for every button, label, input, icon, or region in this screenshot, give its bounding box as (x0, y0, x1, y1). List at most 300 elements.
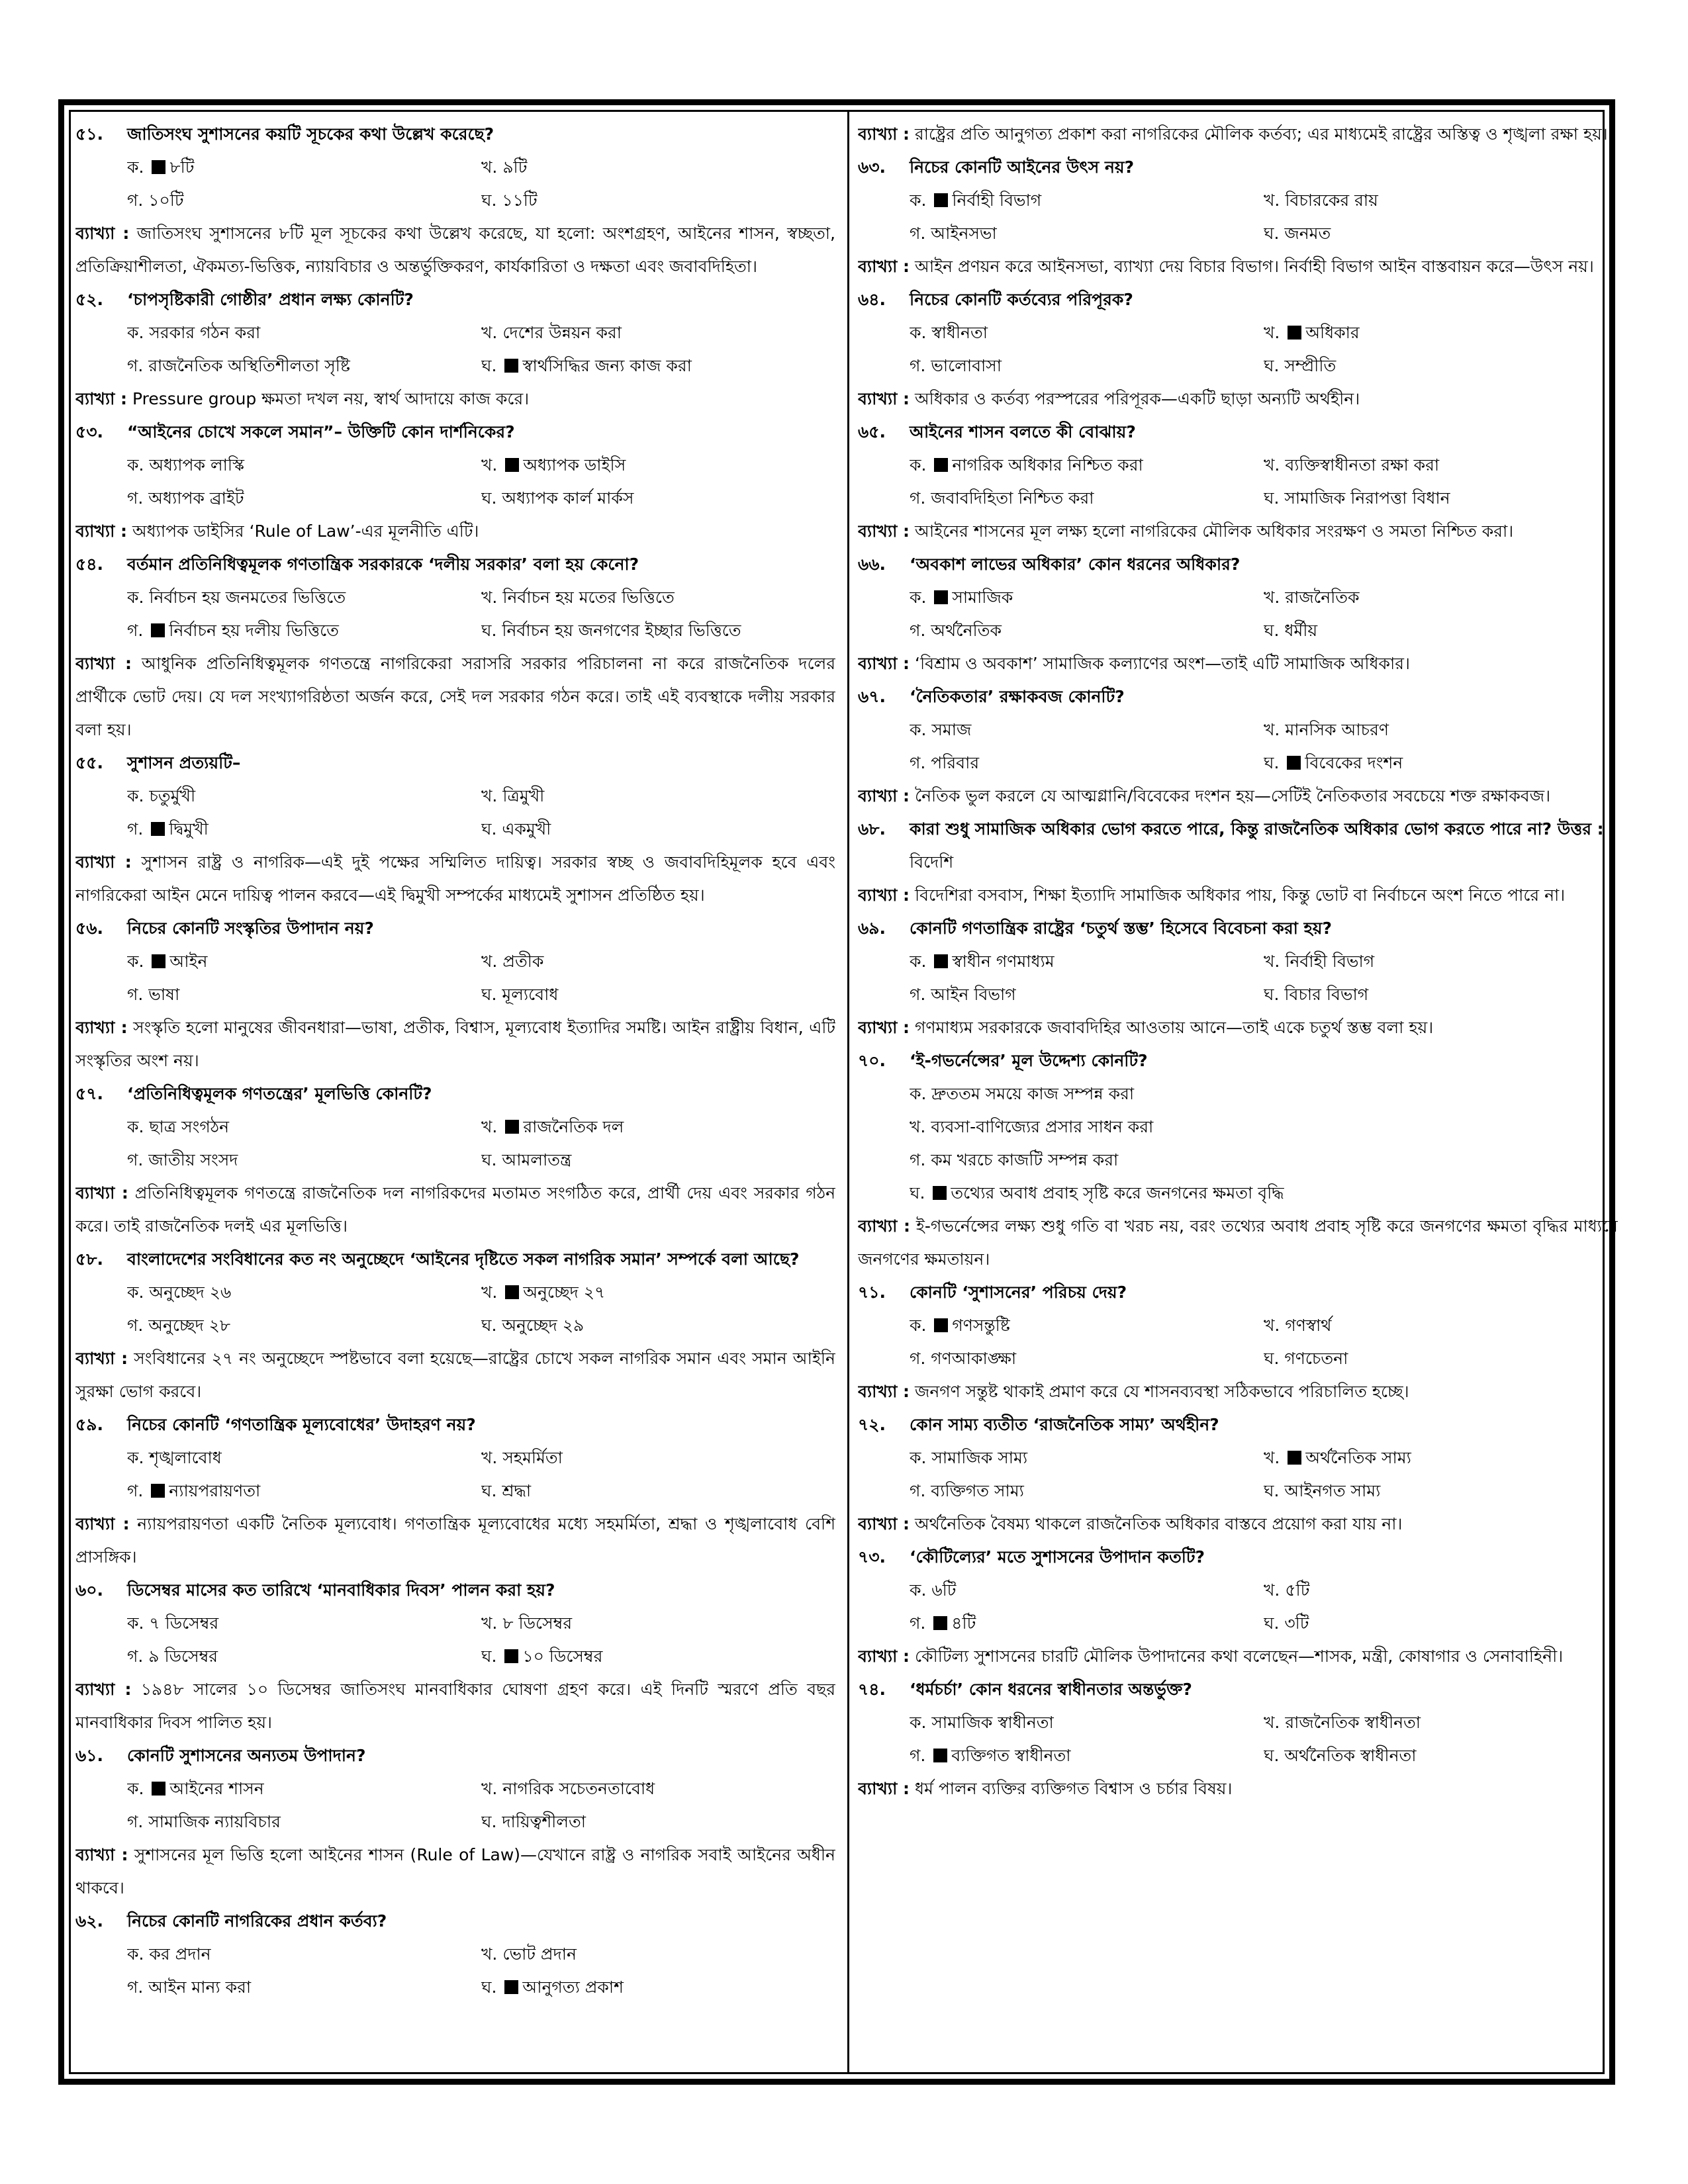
question-text (127, 283, 835, 316)
correct-answer-marker-icon (934, 193, 948, 207)
question-text-content: ‘ই-গভর্নেন্সের’ মূল উদ্দেশ্য কোনটি? (910, 1051, 1148, 1070)
option-text: গণচেতনা (1284, 1349, 1348, 1368)
options-grid (75, 1111, 835, 1177)
question-number: ৬১. (75, 1746, 103, 1765)
option-label: ক. (127, 1614, 144, 1633)
options-grid (858, 316, 1618, 383)
options-grid (858, 713, 1618, 780)
option-label: ঘ. (481, 985, 497, 1004)
question-text (910, 151, 1618, 184)
option-label: খ. (1264, 455, 1280, 475)
answer-option (481, 184, 835, 217)
correct-answer-marker-icon (505, 1285, 519, 1299)
option-text: আইন বিভাগ (931, 985, 1016, 1004)
question-number: ৭০. (858, 1051, 886, 1070)
question-number: ৬৩. (858, 158, 886, 177)
options-grid (858, 945, 1618, 1011)
question-number: ৫৬. (75, 919, 103, 938)
question-text-content: নিচের কোনটি সংস্কৃতির উপাদান নয়? (127, 919, 374, 938)
explanation-text: আইনের শাসনের মূল লক্ষ্য হলো নাগরিকের মৌলিক অধিকার সংরক্ষণ ও সমতা নিশ্চিত করা। (915, 522, 1514, 541)
answer-option (1264, 945, 1618, 978)
answer-option (1264, 614, 1618, 647)
question-number: ৬৫. (858, 422, 886, 441)
correct-answer-marker-icon (504, 359, 518, 373)
option-text: অর্থনৈতিক (931, 621, 1002, 640)
question-text (127, 912, 835, 945)
option-text: ৫টি (1285, 1580, 1310, 1600)
question-text (127, 548, 835, 581)
option-label: গ. (127, 1316, 144, 1335)
answer-option (127, 1772, 481, 1805)
options-grid (858, 1077, 1618, 1210)
option-text: অনুচ্ছেদ ২৬ (149, 1283, 232, 1302)
explanation (75, 1011, 835, 1077)
options-grid (858, 184, 1618, 250)
option-label: ক. (127, 158, 144, 177)
answer-option (1264, 1739, 1618, 1772)
question-text-content: কোন সাম্য ব্যতীত ‘রাজনৈতিক সাম্য’ অর্থহীন? (910, 1415, 1219, 1434)
answer-option (910, 316, 1264, 349)
question-text-content: কারা শুধু সামাজিক অধিকার ভোগ করতে পারে, কিন্তু রাজনৈতিক অধিকার ভোগ করতে পারে না? (910, 819, 1552, 839)
question-text-content: ‘কৌটিল্যের’ মতে সুশাসনের উপাদান কতটি? (910, 1547, 1205, 1567)
explanation-label: ব্যাখ্যা : (858, 257, 910, 276)
answer-option (481, 1772, 835, 1805)
answer-option (1264, 482, 1618, 515)
answer-option (1264, 1607, 1618, 1640)
explanation-label: ব্যাখ্যা : (858, 1382, 910, 1401)
question-number: ৬৮. (858, 819, 886, 839)
answer-option (481, 349, 835, 383)
explanation-text: সুশাসন রাষ্ট্র ও নাগরিক—এই দুই পক্ষের সম্মিলিত দায়িত্ব। সরকার স্বচ্ছ ও জবাবদিহিমূলক হবে এবং নাগরিকেরা আইন মেনে দায়িত্ব পালন করবে—এই দ্বিমুখী সম্পর্কের মাধ্যমেই সুশাসন প্রতিষ্ঠিত হয়। (75, 852, 835, 905)
option-label: গ. (910, 488, 926, 508)
options-grid (75, 945, 835, 1011)
answer-option (127, 316, 481, 349)
option-text: অধিকার (1305, 323, 1360, 342)
option-label: খ. (481, 1944, 498, 1964)
answer-option (1264, 349, 1618, 383)
question-block (858, 1044, 1618, 1276)
question-text (127, 747, 835, 780)
option-text: সামাজিক ন্যায়বিচার (148, 1812, 281, 1831)
correct-answer-marker-icon (1287, 756, 1301, 770)
answer-option (127, 1276, 481, 1309)
option-text: ১১টি (502, 191, 538, 210)
answer-option (1264, 1706, 1618, 1739)
question-number: ৬২. (75, 1911, 104, 1931)
answer-option (1264, 449, 1618, 482)
correct-answer-marker-icon (934, 1318, 948, 1332)
options-grid (75, 780, 835, 846)
question-number: ৫৭. (75, 1084, 103, 1103)
question-text-content: কোনটি ‘সুশাসনের’ পরিচয় দেয়? (910, 1283, 1127, 1302)
question-block (75, 1739, 835, 1905)
option-label: ঘ. (1264, 1746, 1280, 1765)
option-text: দেশের উন্নয়ন করা (502, 323, 622, 342)
option-text: ৯টি (502, 158, 528, 177)
explanation-label: ব্যাখ্যা : (75, 1845, 128, 1864)
right-column (858, 118, 1618, 2066)
question-text-content: নিচের কোনটি আইনের উৎস নয়? (910, 158, 1135, 177)
explanation (75, 647, 835, 747)
answer-value: বিদেশি (910, 852, 954, 872)
option-label: ক. (910, 952, 927, 971)
option-text: সামাজিক (952, 588, 1013, 607)
answer-option (481, 813, 835, 846)
question-block (858, 813, 1618, 912)
explanation (75, 383, 835, 416)
question-text-content: বর্তমান প্রতিনিধিত্বমূলক গণতান্ত্রিক সরকারকে ‘দলীয় সরকার’ বলা হয় কেনো? (127, 555, 639, 574)
option-text: ৮টি (169, 158, 195, 177)
option-label: গ. (127, 191, 144, 210)
answer-option (910, 449, 1264, 482)
option-label: গ. (910, 1614, 926, 1633)
question-number: ৭২. (858, 1415, 886, 1434)
option-text: ব্যবসা-বাণিজ্যের প্রসার সাধন করা (931, 1117, 1154, 1136)
question-block (858, 151, 1618, 283)
answer-option (910, 482, 1264, 515)
answer-option (481, 151, 835, 184)
option-text: মানসিক আচরণ (1285, 720, 1389, 739)
question-block (858, 912, 1618, 1044)
question-text (127, 1574, 835, 1607)
option-label: ঘ. (1264, 753, 1280, 772)
option-text: গণআকাঙ্ক্ষা (931, 1349, 1017, 1368)
explanation-label: ব্যাখ্যা : (858, 124, 910, 144)
question (858, 1673, 1618, 1706)
option-label: খ. (1264, 191, 1280, 210)
explanation-text: নৈতিক ভুল করলে যে আত্মগ্লানি/বিবেকের দংশন হয়—সেটিই নৈতিকতার সবচেয়ে শক্ত রক্ষাকবজ। (915, 786, 1551, 805)
question-block (858, 548, 1618, 680)
question-number: ৬৭. (858, 687, 886, 706)
question-number: ৭১. (858, 1283, 886, 1302)
explanation-text: প্রতিনিধিত্বমূলক গণতন্ত্রে রাজনৈতিক দল নাগরিকদের মতামত সংগঠিত করে, প্রার্থী দেয় এবং সরকার গঠন করে। তাই রাজনৈতিক দলই এর মূলভিত্তি। (75, 1183, 835, 1236)
option-label: ঘ. (1264, 1481, 1280, 1500)
option-text: ভোট প্রদান (502, 1944, 577, 1964)
explanation-label: ব্যাখ্যা : (75, 1680, 132, 1699)
answer-option (481, 449, 835, 482)
option-label: ঘ. (481, 488, 497, 508)
option-text: গণস্বার্থ (1285, 1316, 1332, 1335)
question (75, 548, 835, 581)
question-text-content: নিচের কোনটি কর্তব্যের পরিপূরক? (910, 290, 1133, 309)
correct-answer-marker-icon (1288, 1451, 1301, 1465)
question (75, 283, 835, 316)
question-text-content: নিচের কোনটি নাগরিকের প্রধান কর্তব্য? (127, 1911, 387, 1931)
explanation (75, 1342, 835, 1408)
question-block (858, 1276, 1618, 1408)
answer-option (910, 1342, 1264, 1375)
explanation (75, 1177, 835, 1243)
option-text: বিবেকের দংশন (1305, 753, 1403, 772)
option-text: সামাজিক স্বাধীনতা (931, 1713, 1054, 1732)
answer-option (910, 747, 1264, 780)
answer-option (127, 780, 481, 813)
explanation-text: আইন প্রণয়ন করে আইনসভা, ব্যাখ্যা দেয় বিচার বিভাগ। নির্বাহী বিভাগ আইন বাস্তবায়ন করে—উৎস নয়। (915, 257, 1594, 276)
question-text (910, 1044, 1618, 1077)
option-text: ছাত্র সংগঠন (149, 1117, 230, 1136)
explanation-label: ব্যাখ্যা : (75, 654, 132, 673)
option-label: খ. (481, 455, 498, 475)
explanation (75, 1673, 835, 1739)
option-text: সরকার গঠন করা (149, 323, 261, 342)
question-text (127, 1905, 835, 1938)
option-label: ক. (127, 1448, 144, 1467)
question-text (127, 1077, 835, 1111)
option-label: খ. (1264, 588, 1280, 607)
option-text: ১০টি (148, 191, 184, 210)
option-label: ঘ. (1264, 621, 1280, 640)
option-label: খ. (481, 1614, 498, 1633)
explanation (858, 1640, 1618, 1673)
explanation-label: ব্যাখ্যা : (858, 1647, 910, 1666)
option-label: গ. (910, 1150, 926, 1169)
answer-option (127, 1805, 481, 1839)
question-number: ৬৯. (858, 919, 886, 938)
correct-answer-marker-icon (934, 458, 948, 472)
question-block (858, 1673, 1618, 1805)
question-number: ৭৩. (858, 1547, 886, 1567)
question-block (75, 1408, 835, 1574)
option-text: আমলাতন্ত্র (502, 1150, 572, 1169)
correct-answer-marker-icon (152, 1782, 165, 1796)
option-text: রাজনৈতিক (1285, 588, 1360, 607)
answer-label: উত্তর : (1557, 819, 1604, 839)
question-text (127, 1408, 835, 1441)
explanation-text: ‘বিশ্রাম ও অবকাশ’ সামাজিক কল্যাণের অংশ—তাই এটি সামাজিক অধিকার। (915, 654, 1410, 673)
option-text: কর প্রদান (149, 1944, 211, 1964)
option-label: ক. (910, 588, 927, 607)
option-text: নির্বাচন হয় দলীয় ভিত্তিতে (169, 621, 339, 640)
option-text: গণসন্তুষ্টি (952, 1316, 1010, 1335)
option-text: আনুগত্য প্রকাশ (522, 1978, 624, 1997)
explanation-text: ই-গভর্নেন্সের লক্ষ্য শুধু গতি বা খরচ নয়, বরং তথ্যের অবাধ প্রবাহ সৃষ্টি করে জনগণের ক্ষমতা বৃদ্ধির মাধ্যমে জনগণের ক্ষমতায়ন। (858, 1216, 1618, 1269)
option-text: ৪টি (951, 1614, 976, 1633)
answer-option (127, 1309, 481, 1342)
option-label: গ. (910, 621, 926, 640)
option-text: আইনগত সাম্য (1284, 1481, 1381, 1500)
option-label: ক. (127, 455, 144, 475)
answer-option (910, 1077, 1618, 1111)
answer-option (127, 1441, 481, 1475)
explanation-text: রাষ্ট্রের প্রতি আনুগত্য প্রকাশ করা নাগরিকের মৌলিক কর্তব্য; এর মাধ্যমেই রাষ্ট্রের অস্তিত্ব ও শৃঙ্খলা রক্ষা হয়। (915, 124, 1608, 144)
option-text: সহমর্মিতা (502, 1448, 563, 1467)
option-text: ৩টি (1284, 1614, 1309, 1633)
answer-option (910, 614, 1264, 647)
question (858, 416, 1618, 449)
question-block (75, 548, 835, 747)
explanation-text: সুশাসনের মূল ভিত্তি হলো আইনের শাসন (Rule of Law)—যেখানে রাষ্ট্র ও নাগরিক সবাই আইনের অধীন থাকবে। (75, 1845, 835, 1897)
option-label: ঘ. (1264, 488, 1280, 508)
option-text: জবাবদিহিতা নিশ্চিত করা (931, 488, 1094, 508)
option-text: নাগরিক সচেতনতাবোধ (502, 1779, 655, 1798)
answer-option (910, 1144, 1618, 1177)
option-text: ত্রিমুখী (502, 786, 545, 805)
correct-answer-marker-icon (505, 1120, 519, 1134)
question-block (858, 1541, 1618, 1673)
question-block (858, 283, 1618, 416)
option-label: ক. (127, 952, 144, 971)
options-grid (858, 1706, 1618, 1772)
option-label: ঘ. (481, 191, 497, 210)
question-text (910, 912, 1618, 945)
explanation-text: সংবিধানের ২৭ নং অনুচ্ছেদে স্পষ্টভাবে বলা হয়েছে—রাষ্ট্রের চোখে সকল নাগরিক সমান এবং সমান আইনি সুরক্ষা ভোগ করবে। (75, 1349, 835, 1401)
explanation (858, 1011, 1618, 1044)
question-block (75, 283, 835, 416)
option-text: আইনসভা (931, 224, 997, 243)
answer-option (910, 1706, 1264, 1739)
explanation-text: সংস্কৃতি হলো মানুষের জীবনধারা—ভাষা, প্রতীক, বিশ্বাস, মূল্যবোধ ইত্যাদির সমষ্টি। আইন রাষ্ট্রীয় বিধান, এটি সংস্কৃতির অংশ নয়। (75, 1018, 835, 1070)
option-label: গ. (127, 819, 144, 839)
option-text: অধ্যাপক কার্ল মার্কস (502, 488, 634, 508)
answer-option (127, 1475, 481, 1508)
answer-option (127, 1607, 481, 1640)
question (75, 912, 835, 945)
answer-option (127, 349, 481, 383)
option-label: গ. (127, 1978, 144, 1997)
correct-answer-marker-icon (934, 954, 948, 968)
answer-option (127, 1111, 481, 1144)
left-column (75, 118, 835, 2066)
option-text: অধ্যাপক ডাইসি (523, 455, 626, 475)
question-number: ৫১. (75, 124, 103, 144)
explanation (75, 846, 835, 912)
answer-option (481, 1938, 835, 1971)
option-text: জনমত (1284, 224, 1331, 243)
correct-answer-marker-icon (152, 954, 165, 968)
option-label: গ. (127, 1481, 144, 1500)
explanation (75, 1508, 835, 1574)
answer-option (1264, 217, 1618, 250)
question-number: ৬৬. (858, 555, 886, 574)
question-text-content: সুশাসন প্রত্যয়টি– (127, 753, 241, 772)
option-label: ঘ. (1264, 224, 1280, 243)
option-text: অধ্যাপক ব্রাইট (148, 488, 244, 508)
options-grid (75, 449, 835, 515)
explanation-text: কৌটিল্য সুশাসনের চারটি মৌলিক উপাদানের কথা বলেছেন—শাসক, মন্ত্রী, কোষাগার ও সেনাবাহিনী। (915, 1647, 1564, 1666)
explanation (75, 515, 835, 548)
answer-option (127, 1640, 481, 1673)
question-text-content: আইনের শাসন বলতে কী বোঝায়? (910, 422, 1136, 441)
answer-option (481, 1607, 835, 1640)
question-text (910, 1673, 1618, 1706)
question-block (75, 1905, 835, 2004)
question (75, 1905, 835, 1938)
explanation (858, 647, 1618, 680)
option-text: নির্বাহী বিভাগ (952, 191, 1042, 210)
explanation-text: Pressure group ক্ষমতা দখল নয়, স্বার্থ আদায়ে কাজ করে। (132, 389, 530, 408)
option-label: খ. (481, 1448, 498, 1467)
question (858, 151, 1618, 184)
answer-option (1264, 316, 1618, 349)
question (858, 680, 1618, 713)
explanation-text: গণমাধ্যম সরকারকে জবাবদিহির আওতায় আনে—তাই একে চতুর্থ স্তম্ভ বলা হয়। (915, 1018, 1434, 1037)
option-label: গ. (127, 985, 144, 1004)
option-label: গ. (910, 356, 926, 375)
option-label: ক. (910, 1580, 927, 1600)
option-text: প্রতীক (502, 952, 544, 971)
answer-option (910, 1309, 1264, 1342)
options-grid (858, 1309, 1618, 1375)
question (858, 1044, 1618, 1077)
option-text: রাজনৈতিক অস্থিতিশীলতা সৃষ্টি (148, 356, 350, 375)
question (75, 1739, 835, 1772)
answer-option (1264, 184, 1618, 217)
answer-option (1264, 978, 1618, 1011)
explanation (75, 217, 835, 283)
options-grid (858, 1441, 1618, 1508)
option-label: গ. (127, 356, 144, 375)
option-label: ঘ. (1264, 1349, 1280, 1368)
answer-option (127, 614, 481, 647)
option-label: গ. (127, 1647, 144, 1666)
answer-option (910, 978, 1264, 1011)
explanation-label: ব্যাখ্যা : (858, 1018, 910, 1037)
answer-option (481, 1640, 835, 1673)
explanation (858, 1508, 1618, 1541)
explanation-label: ব্যাখ্যা : (858, 886, 910, 905)
answer-option (127, 581, 481, 614)
answer-option (1264, 581, 1618, 614)
answer-option (481, 1805, 835, 1839)
explanation-label: ব্যাখ্যা : (75, 852, 132, 872)
option-text: ন্যায়পরায়ণতা (169, 1481, 261, 1500)
question-text-content: কোনটি সুশাসনের অন্যতম উপাদান? (127, 1746, 366, 1765)
option-label: গ. (910, 985, 926, 1004)
option-label: ক. (910, 1448, 927, 1467)
answer-option (910, 1177, 1618, 1210)
option-text: স্বার্থসিদ্ধির জন্য কাজ করা (522, 356, 692, 375)
option-text: ব্যক্তিস্বাধীনতা রক্ষা করা (1285, 455, 1440, 475)
options-grid (75, 1772, 835, 1839)
question-text (910, 680, 1618, 713)
option-label: ঘ. (481, 1481, 497, 1500)
answer-option (127, 184, 481, 217)
option-label: ঘ. (481, 1150, 497, 1169)
option-label: ঘ. (481, 621, 497, 640)
option-text: রাজনৈতিক দল (523, 1117, 624, 1136)
answer-option (481, 1971, 835, 2004)
explanation-label: ব্যাখ্যা : (858, 1779, 910, 1798)
option-label: ক. (127, 588, 144, 607)
option-text: জাতীয় সংসদ (148, 1150, 238, 1169)
explanation-label: ব্যাখ্যা : (75, 389, 128, 408)
option-text: অনুচ্ছেদ ২৮ (148, 1316, 231, 1335)
option-label: ঘ. (1264, 1614, 1280, 1633)
option-label: ক. (127, 1117, 144, 1136)
option-label: খ. (481, 1283, 498, 1302)
options-grid (75, 1276, 835, 1342)
answer-option (481, 1276, 835, 1309)
option-text: অর্থনৈতিক সাম্য (1305, 1448, 1411, 1467)
answer-option (910, 1441, 1264, 1475)
question-text (910, 548, 1618, 581)
options-grid (75, 581, 835, 647)
answer-option (127, 449, 481, 482)
explanation (858, 515, 1618, 548)
option-label: খ. (481, 1779, 498, 1798)
correct-answer-marker-icon (934, 590, 948, 604)
option-label: খ. (1264, 952, 1280, 971)
option-label: খ. (1264, 1316, 1280, 1335)
option-text: বিচার বিভাগ (1284, 985, 1369, 1004)
option-label: ক. (127, 1944, 144, 1964)
option-text: অধ্যাপক লাস্কি (149, 455, 245, 475)
explanation (858, 250, 1618, 283)
answer-option (910, 945, 1264, 978)
options-grid (858, 581, 1618, 647)
option-text: নির্বাচন হয় জনগণের ইচ্ছার ভিত্তিতে (502, 621, 741, 640)
question-block (75, 416, 835, 548)
